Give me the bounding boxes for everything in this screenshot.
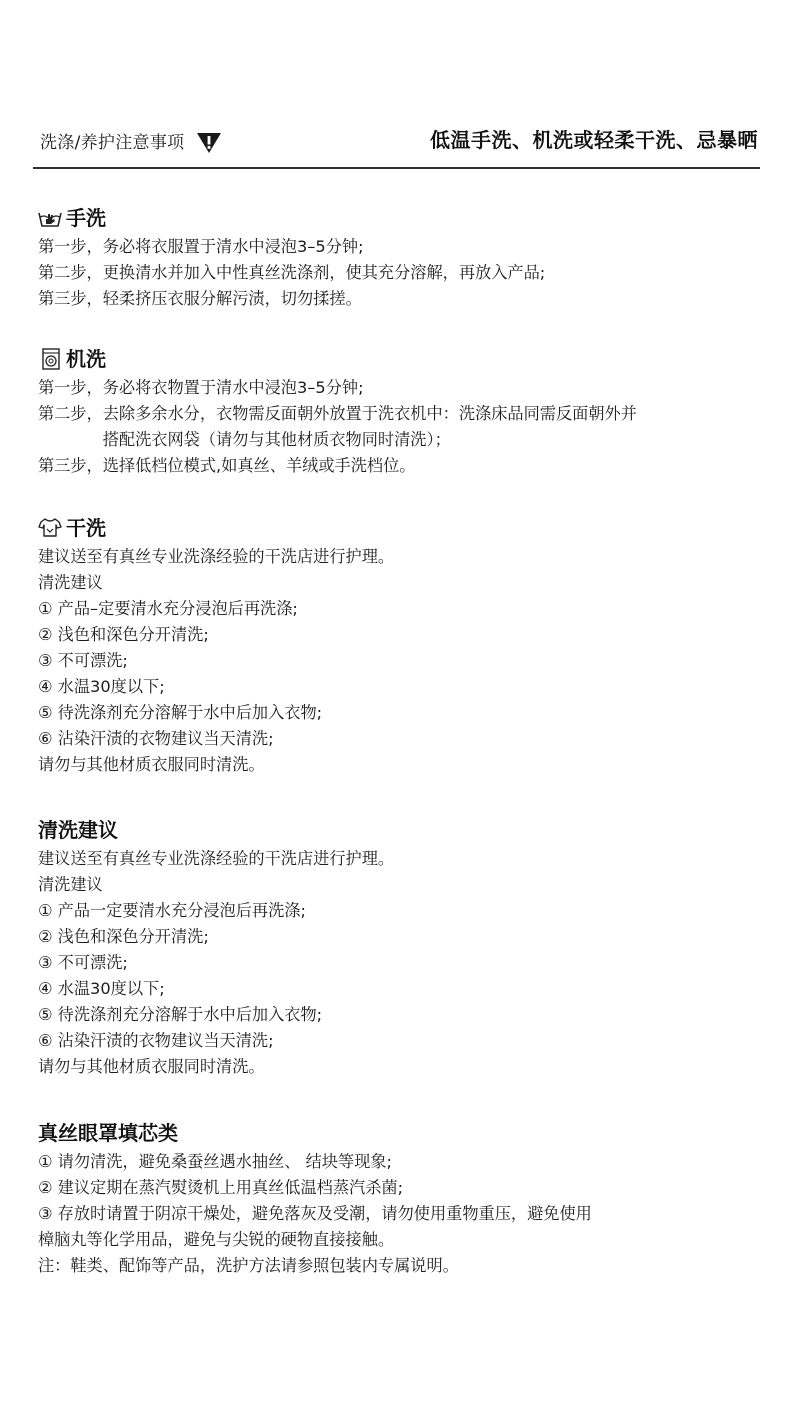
- cleaning-advice-line: ① 产品一定要清水充分浸泡后再洗涤;: [38, 901, 306, 920]
- step-label: 第二步，: [38, 263, 103, 282]
- cleaning-advice-line: ⑥ 沾染汗渍的衣物建议当天清洗;: [38, 1031, 274, 1050]
- dry-clean-heading: [38, 514, 758, 542]
- step-text-line: 去除多余水分，衣物需反面朝外放置于洗衣机中：洗涤床品同需反面朝外并: [102, 404, 637, 423]
- header-divider: [33, 167, 760, 169]
- dry-clean-line: ⑥ 沾染汗渍的衣物建议当天清洗;: [38, 729, 274, 748]
- dry-clean-line: ⑤ 待洗涤剂充分溶解于水中后加入衣物;: [38, 703, 323, 722]
- care-notice-label-row: [40, 132, 222, 154]
- eye-mask-line: ③ 存放时请置于阴凉干燥处，避免落灰及受潮，请勿使用重物重压，避免使用: [38, 1204, 592, 1223]
- step-text: 轻柔挤压衣服分解污渍，切勿揉搓。: [102, 289, 362, 308]
- step-text: 更换清水并加入中性真丝洗涤剂，使其充分溶解，再放入产品;: [102, 263, 546, 282]
- hand-wash-step: [38, 286, 758, 312]
- hand-wash-section: [38, 204, 758, 312]
- silk-eye-mask-heading: [38, 1119, 758, 1147]
- machine-wash-step: [38, 401, 758, 453]
- step-label: 第一步，: [38, 237, 103, 256]
- header: [36, 124, 760, 160]
- cleaning-advice-section: [38, 816, 758, 1080]
- hand-wash-step: [38, 260, 758, 286]
- eye-mask-line: ② 建议定期在蒸汽熨烫机上用真丝低温档蒸汽杀菌;: [38, 1178, 404, 1197]
- machine-wash-section: [38, 345, 758, 479]
- hand-wash-basin-icon: [38, 207, 62, 229]
- hand-wash-step: [38, 234, 758, 260]
- step-text-multiline: [103, 401, 637, 453]
- step-label: 第三步，: [38, 456, 103, 475]
- machine-wash-step: [38, 375, 758, 401]
- dry-clean-tshirt-icon: [38, 517, 62, 539]
- step-label: 第三步，: [38, 289, 103, 308]
- hand-wash-title: 手洗: [66, 206, 106, 230]
- step-label: 第二步，: [38, 404, 103, 423]
- eye-mask-line: ① 请勿清洗，避免桑蚕丝遇水抽丝、 结块等现象;: [38, 1152, 393, 1171]
- cleaning-advice-line: ③ 不可漂洗;: [38, 953, 128, 972]
- dry-clean-line: 请勿与其他材质衣服同时清洗。: [38, 755, 265, 774]
- cleaning-advice-line: 请勿与其他材质衣服同时清洗。: [38, 1057, 265, 1076]
- dry-clean-line: 清洗建议: [38, 573, 103, 592]
- step-text: 务必将衣服置于清水中浸泡3–5分钟;: [102, 237, 364, 256]
- step-text: 务必将衣物置于清水中浸泡3–5分钟;: [102, 378, 364, 397]
- dry-clean-line: ④ 水温30度以下;: [38, 677, 165, 696]
- cleaning-advice-line: ④ 水温30度以下;: [38, 979, 165, 998]
- dry-clean-title: 干洗: [66, 516, 106, 540]
- step-text-line: 搭配洗衣网袋（请勿与其他材质衣物同时清洗）；: [102, 430, 451, 449]
- step-text: 选择低档位模式,如真丝、羊绒或手洗档位。: [102, 456, 416, 475]
- cleaning-advice-line: 清洗建议: [38, 875, 103, 894]
- cleaning-advice-title: 清洗建议: [38, 818, 118, 842]
- cleaning-advice-line: ⑤ 待洗涤剂充分溶解于水中后加入衣物;: [38, 1005, 323, 1024]
- dry-clean-section: [38, 514, 758, 778]
- dry-clean-line: ③ 不可漂洗;: [38, 651, 128, 670]
- warning-triangle-icon: [196, 132, 222, 154]
- dry-clean-line: 建议送至有真丝专业洗涤经验的干洗店进行护理。: [38, 547, 395, 566]
- cleaning-advice-line: 建议送至有真丝专业洗涤经验的干洗店进行护理。: [38, 849, 395, 868]
- cleaning-advice-line: ② 浅色和深色分开清洗;: [38, 927, 209, 946]
- machine-wash-heading: [38, 345, 758, 373]
- cleaning-advice-heading: [38, 816, 758, 844]
- care-summary-title: 低温手洗、机洗或轻柔干洗、忌暴晒: [430, 128, 758, 152]
- machine-wash-step: [38, 453, 758, 479]
- silk-eye-mask-section: [38, 1119, 758, 1279]
- washing-machine-icon: [38, 348, 62, 370]
- silk-eye-mask-title: 真丝眼罩填芯类: [38, 1121, 178, 1145]
- hand-wash-heading: [38, 204, 758, 232]
- dry-clean-line: ① 产品–定要清水充分浸泡后再洗涤;: [38, 599, 298, 618]
- care-notice-label: 洗涤/养护注意事项: [40, 133, 185, 153]
- footnote-line: 注：鞋类、配饰等产品，洗护方法请参照包装内专属说明。: [38, 1256, 459, 1275]
- step-label: 第一步，: [38, 378, 103, 397]
- dry-clean-line: ② 浅色和深色分开清洗;: [38, 625, 209, 644]
- machine-wash-title: 机洗: [66, 347, 106, 371]
- eye-mask-line: 樟脑丸等化学用品，避免与尖锐的硬物直接接触。: [38, 1230, 395, 1249]
